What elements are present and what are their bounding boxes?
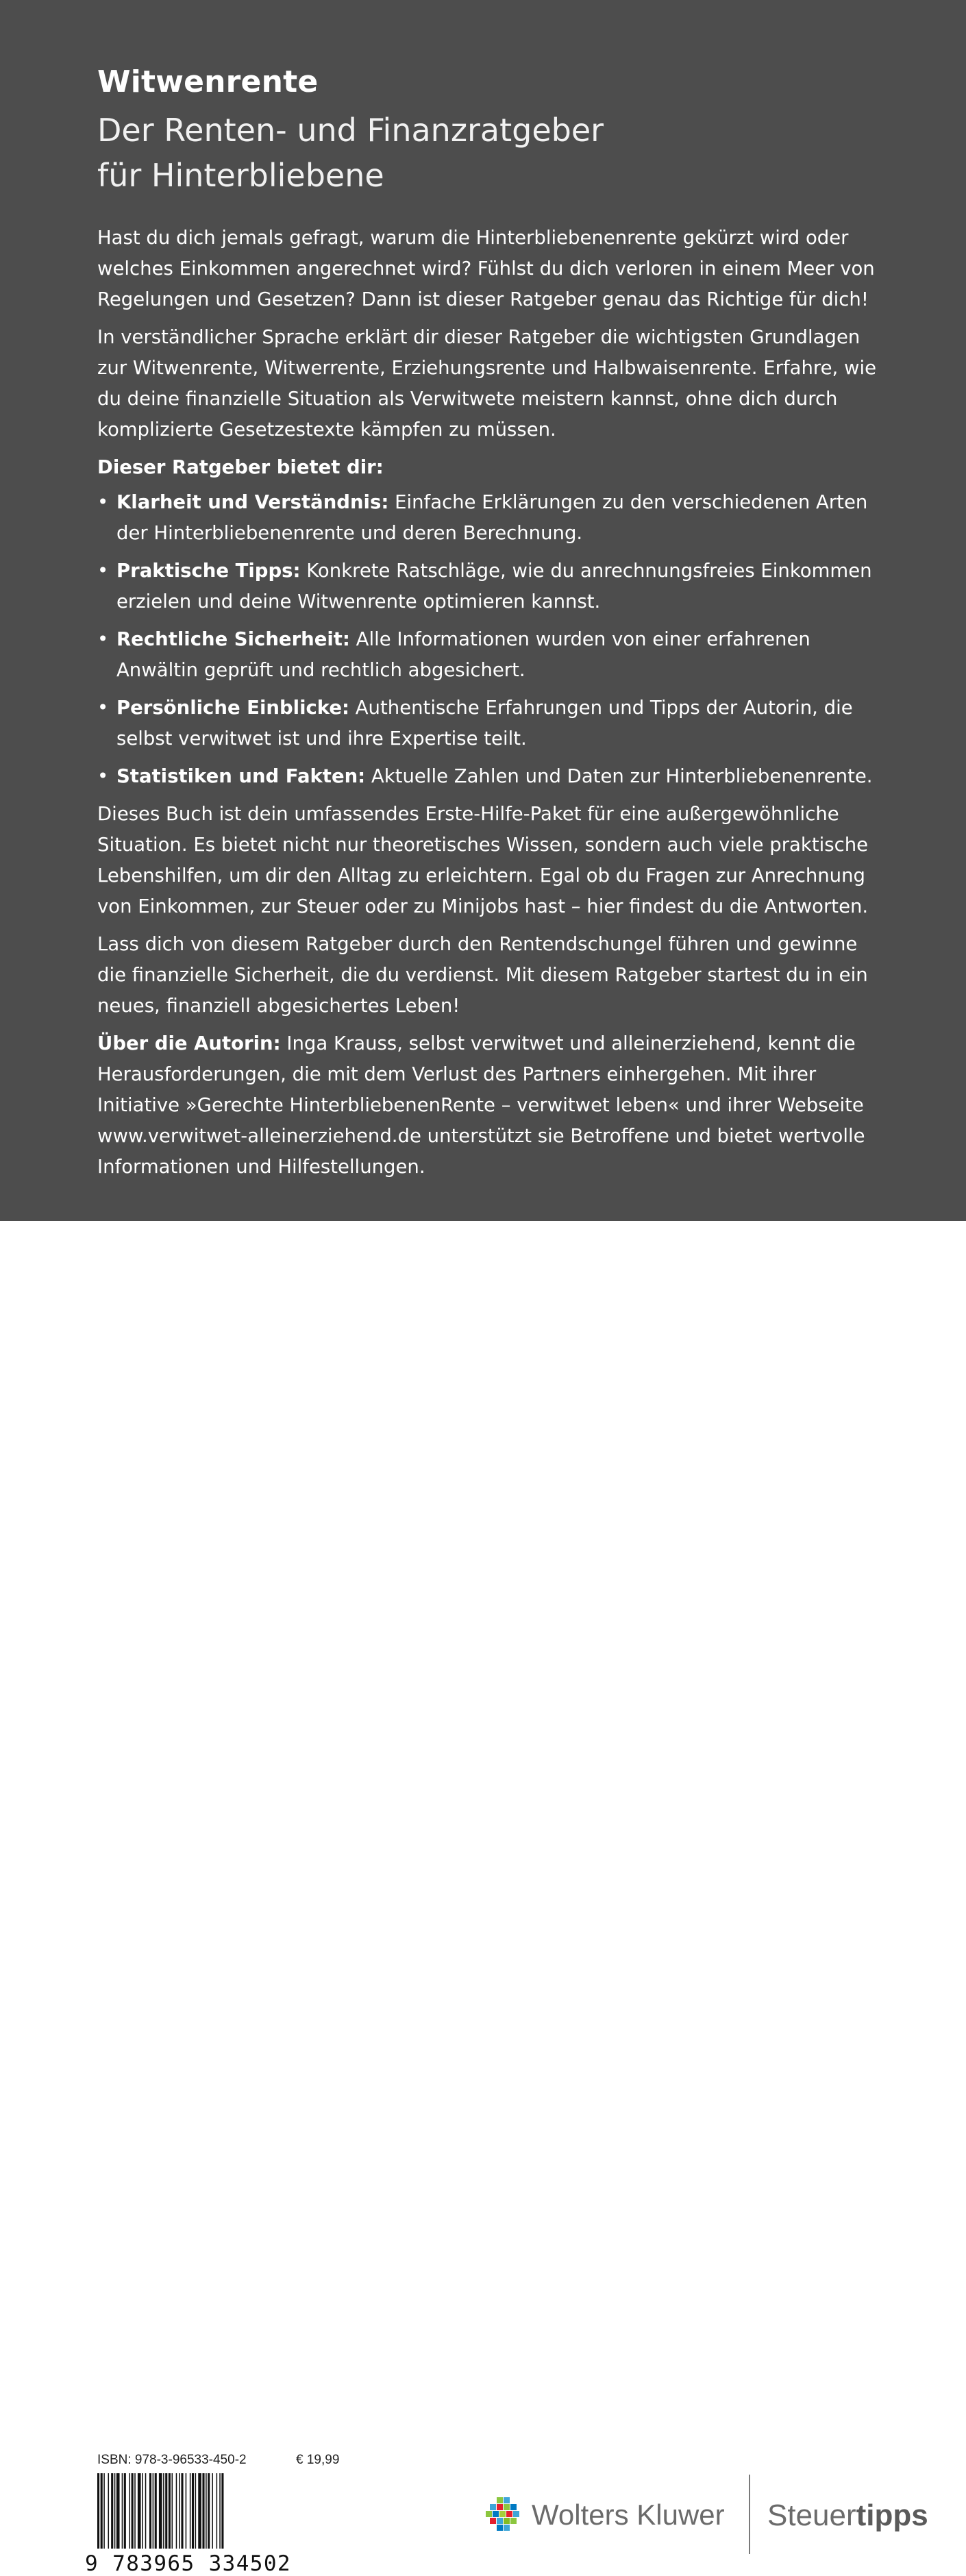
offer-label: Klarheit und Verständnis: [116, 491, 389, 513]
offer-text: Konkrete Ratschläge, wie du anrechnungsfreies Einkommen erzielen und deine Witwenrente optimieren kannst. [116, 560, 872, 612]
offer-label: Persönliche Einblicke: [116, 697, 349, 719]
offer-label: Statistiken und Fakten: [116, 765, 366, 787]
offer-item [97, 761, 878, 792]
body-paragraph-4: Lass dich von diesem Ratgeber durch den Rentendschungel führen und gewinne die finanzielle Sicherheit, die du verdienst. Mit diesem Ratgeber startest du in ein neues, finanziell abgesichertes Leben! [97, 933, 868, 1017]
body-paragraph-3: Dieses Buch ist dein umfassendes Erste-Hilfe-Paket für eine außergewöhnliche Situation. Es bietet nicht nur theoretisches Wissen, sondern auch viele praktische Lebenshilfen, um dir den Alltag zu erleichtern. Egal ob du Fragen zur Anrechnung von Einkommen, zur Steuer oder zu Minijobs hast – hier findest du die Antworten. [97, 803, 869, 917]
wolters-kluwer-logo-icon [484, 2496, 523, 2534]
offer-item [97, 693, 878, 754]
offer-text: Aktuelle Zahlen und Daten zur Hinterbliebenenrente. [365, 765, 873, 787]
offers-list [97, 487, 878, 792]
blurb [97, 223, 878, 1189]
bullet-icon: • [97, 765, 109, 787]
author-paragraph [97, 1028, 878, 1182]
author-text: Inga Krauss, selbst verwitwet und alleinerziehend, kennt die Herausforderungen, die mit dem Verlust des Partners einhergehen. Mit ihrer Initiative »Gerechte HinterbliebenenRente – verwitwet leben« und ihrer Webseite www.verwitwet-alleinerziehend.de unterstützt sie Betroffene und bietet wertvolle Informationen und Hilfestellungen. [97, 1032, 865, 1178]
book-title: Witwenrente [97, 64, 319, 99]
isbn-text: ISBN: 978-3-96533-450-2 [97, 2453, 247, 2467]
publisher-name: Wolters Kluwer [532, 2499, 725, 2531]
intro-paragraph-1: Hast du dich jemals gefragt, warum die Hinterbliebenenrente gekürzt wird oder welches Einkommen angerechnet wird? Fühlst du dich verloren in einem Meer von Regelungen und Gesetzen? Dann ist dieser Ratgeber genau das Richtige für dich! [97, 227, 875, 310]
price-text: € 19,99 [296, 2453, 340, 2467]
book-subtitle [97, 108, 604, 198]
ean-barcode-icon [97, 2473, 256, 2549]
subtitle-line-2: für Hinterbliebene [97, 157, 384, 194]
offer-text: Authentische Erfahrungen und Tipps der Autorin, die selbst verwitwet ist und ihre Expertise teilt. [116, 697, 853, 750]
offer-item [97, 556, 878, 617]
imprint-logo [767, 2499, 928, 2533]
offer-item [97, 624, 878, 686]
subtitle-line-1: Der Renten- und Finanzratgeber [97, 112, 604, 149]
imprint-bold: tipps [856, 2499, 928, 2532]
offer-label: Rechtliche Sicherheit: [116, 628, 350, 650]
bullet-icon: • [97, 697, 109, 719]
bullet-icon: • [97, 560, 109, 582]
back-cover [0, 0, 966, 1221]
imprint-regular: Steuer [767, 2499, 856, 2532]
bullet-icon: • [97, 491, 109, 513]
offers-heading: Dieser Ratgeber bietet dir: [97, 456, 384, 478]
offer-text: Alle Informationen wurden von einer erfahrenen Anwältin geprüft und rechtlich abgesichert. [116, 628, 810, 681]
bullet-icon: • [97, 628, 109, 650]
logo-divider [749, 2475, 750, 2554]
offer-text: Einfache Erklärungen zu den verschiedenen Arten der Hinterbliebenenrente und deren Berechnung. [116, 491, 868, 544]
intro-paragraph-2: In verständlicher Sprache erklärt dir dieser Ratgeber die wichtigsten Grundlagen zur Witwenrente, Witwerrente, Erziehungsrente und Halbwaisenrente. Erfahre, wie du deine finanzielle Situation als Verwitwete meistern kannst, ohne dich durch komplizierte Gesetzestexte kämpfen zu müssen. [97, 326, 877, 441]
offer-label: Praktische Tipps: [116, 560, 301, 582]
footer-strip [0, 1221, 966, 2576]
barcode-digits: 9 783965 334502 [85, 2551, 291, 2576]
author-label: Über die Autorin: [97, 1032, 281, 1054]
offer-item [97, 487, 878, 549]
